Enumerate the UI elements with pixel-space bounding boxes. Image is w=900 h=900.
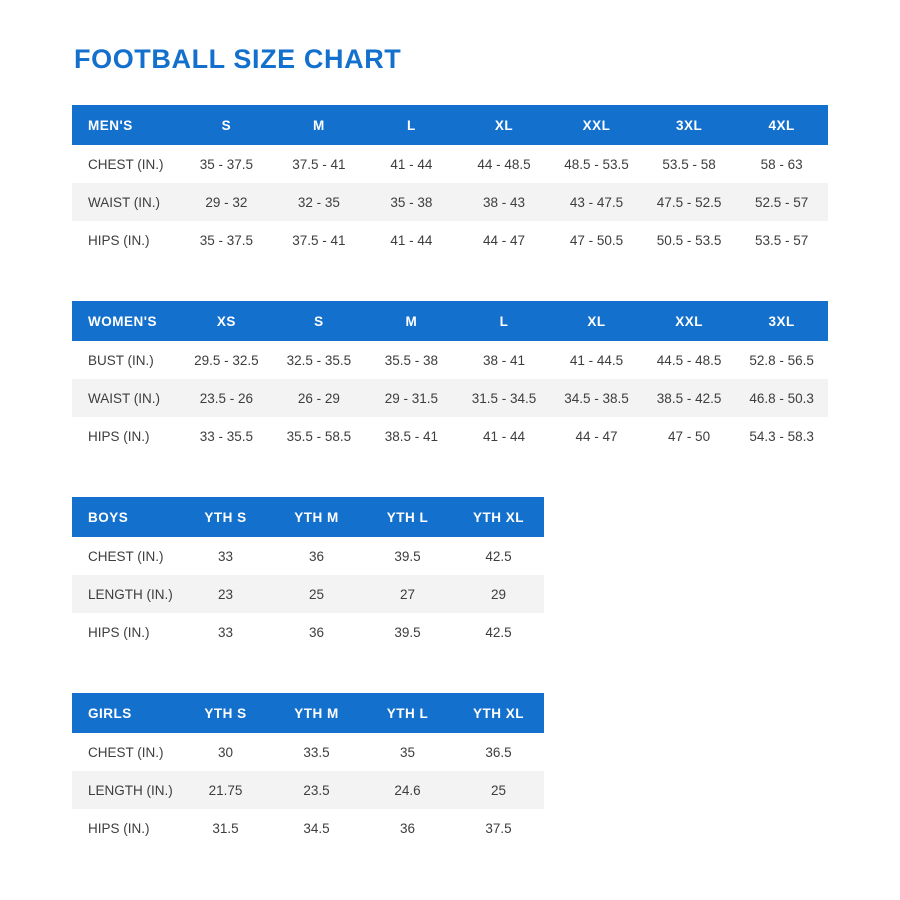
table-cell: 33 (180, 537, 271, 575)
table-cell: 23.5 (271, 771, 362, 809)
row-header: LENGTH (IN.) (72, 771, 180, 809)
row-header: CHEST (IN.) (72, 733, 180, 771)
table-cell: 36.5 (453, 733, 544, 771)
column-header: MEN'S (72, 105, 180, 145)
womens-size-table (72, 301, 828, 455)
table-cell: 21.75 (180, 771, 271, 809)
table-cell: 33 - 35.5 (180, 417, 273, 455)
table-header-row (72, 301, 828, 341)
table-cell: 46.8 - 50.3 (735, 379, 828, 417)
table-cell: 47.5 - 52.5 (643, 183, 736, 221)
table-header-row (72, 497, 544, 537)
table-cell: 31.5 - 34.5 (458, 379, 551, 417)
table-cell: 41 - 44 (365, 221, 458, 259)
mens-size-table (72, 105, 828, 259)
column-header: XS (180, 301, 273, 341)
table-cell: 35.5 - 38 (365, 341, 458, 379)
table-cell: 31.5 (180, 809, 271, 847)
table-cell: 30 (180, 733, 271, 771)
column-header: YTH XL (453, 693, 544, 733)
table-cell: 34.5 - 38.5 (550, 379, 643, 417)
table-cell: 41 - 44.5 (550, 341, 643, 379)
table-row (72, 575, 544, 613)
table-cell: 36 (271, 537, 362, 575)
table-cell: 41 - 44 (458, 417, 551, 455)
column-header: S (273, 301, 366, 341)
table-cell: 37.5 - 41 (273, 221, 366, 259)
column-header: XXL (550, 105, 643, 145)
table-cell: 38.5 - 42.5 (643, 379, 736, 417)
table-cell: 44.5 - 48.5 (643, 341, 736, 379)
table-cell: 48.5 - 53.5 (550, 145, 643, 183)
table-cell: 23.5 - 26 (180, 379, 273, 417)
girls-size-table (72, 693, 544, 847)
column-header: 3XL (643, 105, 736, 145)
row-header: WAIST (IN.) (72, 379, 180, 417)
table-cell: 54.3 - 58.3 (735, 417, 828, 455)
table-cell: 53.5 - 58 (643, 145, 736, 183)
column-header: 4XL (735, 105, 828, 145)
table-cell: 24.6 (362, 771, 453, 809)
table-cell: 25 (271, 575, 362, 613)
table-cell: 52.5 - 57 (735, 183, 828, 221)
table-cell: 36 (271, 613, 362, 651)
table-cell: 47 - 50 (643, 417, 736, 455)
table-row (72, 183, 828, 221)
row-header: HIPS (IN.) (72, 613, 180, 651)
table-row (72, 417, 828, 455)
table-cell: 47 - 50.5 (550, 221, 643, 259)
table-cell: 35 - 38 (365, 183, 458, 221)
table-cell: 33.5 (271, 733, 362, 771)
table-cell: 38.5 - 41 (365, 417, 458, 455)
table-cell: 25 (453, 771, 544, 809)
row-header: HIPS (IN.) (72, 221, 180, 259)
column-header: YTH M (271, 693, 362, 733)
column-header: XL (550, 301, 643, 341)
table-cell: 39.5 (362, 613, 453, 651)
column-header: M (365, 301, 458, 341)
row-header: HIPS (IN.) (72, 809, 180, 847)
table-row (72, 771, 544, 809)
column-header: 3XL (735, 301, 828, 341)
column-header: XL (458, 105, 551, 145)
table-cell: 26 - 29 (273, 379, 366, 417)
table-cell: 44 - 48.5 (458, 145, 551, 183)
column-header: GIRLS (72, 693, 180, 733)
column-header: M (273, 105, 366, 145)
table-cell: 52.8 - 56.5 (735, 341, 828, 379)
table-cell: 42.5 (453, 613, 544, 651)
table-cell: 43 - 47.5 (550, 183, 643, 221)
table-header-row (72, 105, 828, 145)
table-cell: 35 (362, 733, 453, 771)
column-header: BOYS (72, 497, 180, 537)
column-header: S (180, 105, 273, 145)
table-cell: 29 (453, 575, 544, 613)
column-header: L (365, 105, 458, 145)
table-cell: 29 - 32 (180, 183, 273, 221)
table-cell: 44 - 47 (550, 417, 643, 455)
table-cell: 29.5 - 32.5 (180, 341, 273, 379)
column-header: YTH S (180, 497, 271, 537)
boys-size-table (72, 497, 544, 651)
table-cell: 32.5 - 35.5 (273, 341, 366, 379)
table-cell: 41 - 44 (365, 145, 458, 183)
column-header: XXL (643, 301, 736, 341)
table-cell: 38 - 43 (458, 183, 551, 221)
column-header: YTH L (362, 693, 453, 733)
column-header: YTH S (180, 693, 271, 733)
table-header-row (72, 693, 544, 733)
table-cell: 23 (180, 575, 271, 613)
table-cell: 39.5 (362, 537, 453, 575)
table-cell: 29 - 31.5 (365, 379, 458, 417)
table-row (72, 221, 828, 259)
table-cell: 35 - 37.5 (180, 145, 273, 183)
table-cell: 32 - 35 (273, 183, 366, 221)
table-row (72, 809, 544, 847)
table-cell: 44 - 47 (458, 221, 551, 259)
table-cell: 27 (362, 575, 453, 613)
table-cell: 37.5 - 41 (273, 145, 366, 183)
column-header: YTH XL (453, 497, 544, 537)
row-header: WAIST (IN.) (72, 183, 180, 221)
table-cell: 53.5 - 57 (735, 221, 828, 259)
table-row (72, 537, 544, 575)
table-row (72, 341, 828, 379)
table-cell: 37.5 (453, 809, 544, 847)
table-row (72, 379, 828, 417)
column-header: L (458, 301, 551, 341)
table-cell: 33 (180, 613, 271, 651)
column-header: YTH L (362, 497, 453, 537)
table-row (72, 733, 544, 771)
page-title: FOOTBALL SIZE CHART (74, 44, 402, 74)
table-cell: 35 - 37.5 (180, 221, 273, 259)
table-cell: 36 (362, 809, 453, 847)
table-row (72, 613, 544, 651)
table-row (72, 145, 828, 183)
row-header: CHEST (IN.) (72, 537, 180, 575)
table-cell: 35.5 - 58.5 (273, 417, 366, 455)
table-cell: 38 - 41 (458, 341, 551, 379)
column-header: WOMEN'S (72, 301, 180, 341)
table-cell: 42.5 (453, 537, 544, 575)
row-header: BUST (IN.) (72, 341, 180, 379)
table-cell: 58 - 63 (735, 145, 828, 183)
row-header: LENGTH (IN.) (72, 575, 180, 613)
row-header: HIPS (IN.) (72, 417, 180, 455)
row-header: CHEST (IN.) (72, 145, 180, 183)
column-header: YTH M (271, 497, 362, 537)
table-cell: 50.5 - 53.5 (643, 221, 736, 259)
table-cell: 34.5 (271, 809, 362, 847)
